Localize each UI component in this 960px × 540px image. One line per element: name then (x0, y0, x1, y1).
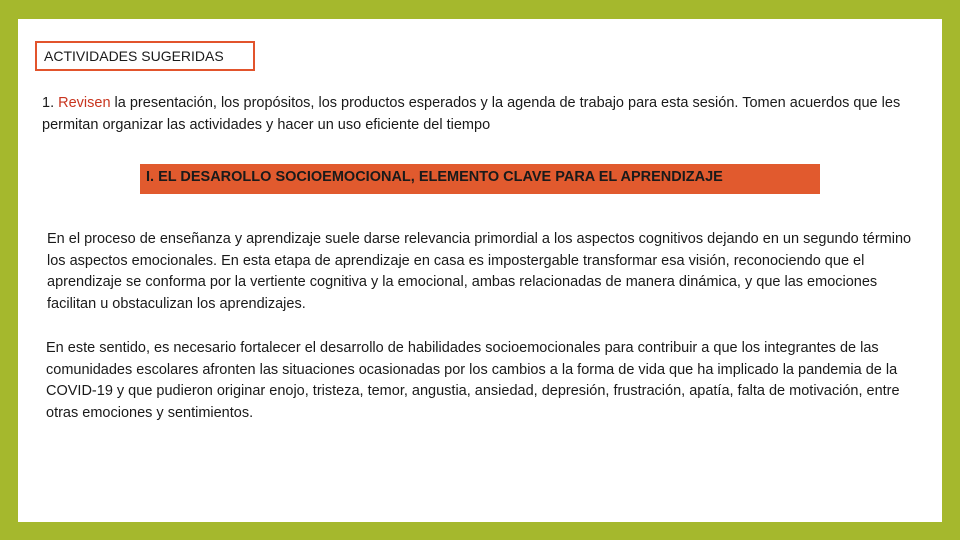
section-title: I. EL DESAROLLO SOCIOEMOCIONAL, ELEMENTO CLAVE PARA EL APRENDIZAJE (140, 164, 820, 194)
activity-number: 1. (42, 95, 55, 111)
activity-text: la presentación, los propósitos, los productos esperados y la agenda de trabajo para esta sesión. Tomen acuerdos que les permitan organizar las actividades y hacer un uso eficiente del tiempo (42, 95, 901, 133)
paragraph-cognitive-emotional: En el proceso de enseñanza y aprendizaje suele darse relevancia primordial a los aspectos cognitivos dejando en un segundo término los aspectos emocionales. En esta etapa de aprendizaje en casa es impostergable transformar esa visión, reconociendo que el aprendizaje se conforma por la vertiente cognitiva y la emocional, ambas relacionadas de manera dinámica, y que las emociones facilitan u obstaculizan los aprendizajes. (47, 231, 912, 312)
activity-verb: Revisen (58, 95, 111, 111)
activities-heading: ACTIVIDADES SUGERIDAS (35, 41, 255, 71)
paragraph-socioemotional-skills: En este sentido, es necesario fortalecer el desarrollo de habilidades socioemocionales para contribuir a que los integrantes de las comunidades escolares afronten las situaciones ocasionadas por los cambios a la forma de vida que ha implicado la pandemia de la COVID-19 y que pudieron originar enojo, tristeza, temor, angustia, ansiedad, depresión, frustración, apatía, falta de motivación, entre otras emociones y sentimientos. (46, 340, 900, 421)
activity-instruction (42, 93, 912, 136)
slide (18, 19, 942, 522)
